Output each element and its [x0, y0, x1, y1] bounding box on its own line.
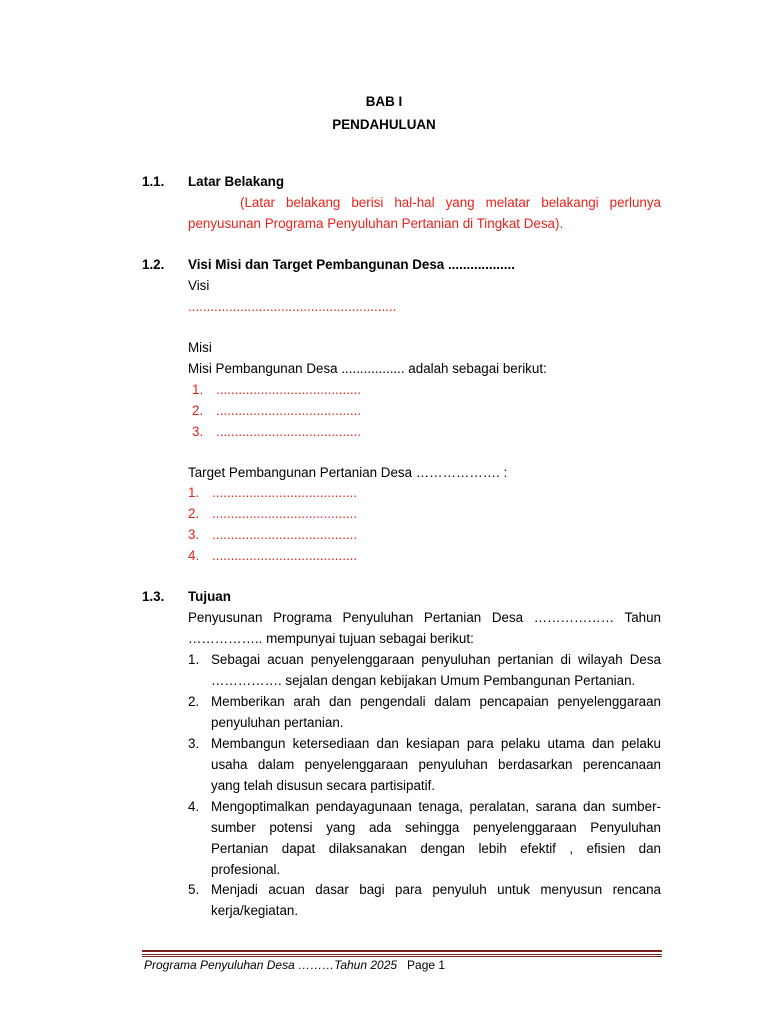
tujuan-intro-line-1: Penyusunan Programa Penyuluhan Pertanian Desa ……………… Tahun: [188, 610, 661, 625]
tujuan-item-text: kerja/kegiatan.: [211, 903, 299, 918]
section-number-1-1: 1.1.: [142, 174, 165, 189]
target-item-placeholder: .......................................: [212, 548, 358, 563]
footer-page-number: Page 1: [407, 958, 446, 972]
misi-intro: Misi Pembangunan Desa ................. adalah sebagai berikut:: [188, 361, 547, 376]
misi-item-number: 1.: [192, 382, 204, 397]
target-item-placeholder: .......................................: [212, 485, 358, 500]
latar-belakang-line-1: (Latar belakang berisi hal-hal yang melatar belakangi perlunya: [240, 195, 661, 210]
target-item-number: 2.: [188, 506, 200, 521]
tujuan-intro-line-2: …………….. mempunyai tujuan sebagai berikut:: [188, 631, 474, 646]
tujuan-item-text: Menjadi acuan dasar bagi para penyuluh untuk menyusun rencana: [211, 882, 661, 897]
misi-item-placeholder: .......................................: [216, 403, 362, 418]
misi-label: Misi: [188, 340, 212, 355]
tujuan-item-text: Membangun ketersediaan dan kesiapan para pelaku utama dan pelaku: [211, 736, 661, 751]
section-heading-visi-misi: Visi Misi dan Target Pembangunan Desa ..................: [188, 257, 515, 272]
target-item-placeholder: .......................................: [212, 527, 358, 542]
misi-item-placeholder: .......................................: [216, 382, 362, 397]
target-item-number: 4.: [188, 548, 200, 563]
tujuan-item-text: usaha dalam penyelenggaraan penyuluhan berdasarkan perencanaan: [211, 757, 661, 772]
tujuan-item-number: 3.: [188, 736, 200, 751]
tujuan-item-text: Mengoptimalkan pendayagunaan tenaga, peralatan, sarana dan sumber-: [211, 799, 661, 814]
chapter-title: PENDAHULUAN: [332, 117, 436, 132]
tujuan-item-number: 4.: [188, 799, 200, 814]
tujuan-item-text: ……………. sejalan dengan kebijakan Umum Pembangunan Pertanian.: [211, 673, 636, 688]
tujuan-item-text: Sebagai acuan penyelenggaraan penyuluhan pertanian di wilayah Desa: [211, 652, 661, 667]
tujuan-item-text: profesional.: [211, 862, 281, 877]
tujuan-item-text: yang telah disusun secara partisipatif.: [211, 778, 436, 793]
section-heading-latar-belakang: Latar Belakang: [188, 174, 285, 189]
tujuan-item-text: penyuluhan pertanian.: [211, 715, 344, 730]
tujuan-item-text: sumber potensi yang ada sehingga penyelenggaraan Penyuluhan: [211, 820, 661, 835]
section-number-1-3: 1.3.: [142, 589, 165, 604]
footer-rule: [142, 950, 662, 952]
misi-item-placeholder: .......................................: [216, 424, 362, 439]
visi-placeholder: ........................................................: [188, 299, 397, 314]
target-item-number: 3.: [188, 527, 200, 542]
visi-label: Visi: [188, 278, 210, 293]
tujuan-item-number: 2.: [188, 694, 200, 709]
tujuan-item-number: 1.: [188, 652, 200, 667]
target-item-number: 1.: [188, 485, 200, 500]
misi-item-number: 3.: [192, 424, 204, 439]
page-footer: [144, 957, 445, 973]
tujuan-item-number: 5.: [188, 882, 200, 897]
section-number-1-2: 1.2.: [142, 257, 165, 272]
target-item-placeholder: .......................................: [212, 506, 358, 521]
section-heading-tujuan: Tujuan: [188, 589, 231, 604]
latar-belakang-line-2: penyusunan Programa Penyuluhan Pertanian di Tingkat Desa).: [188, 216, 564, 231]
footer-rule: [142, 954, 662, 955]
tujuan-item-text: Memberikan arah dan pengendali dalam pencapaian penyelenggaraan: [211, 694, 661, 709]
footer-doc-title: Programa Penyuluhan Desa ………Tahun 2025: [144, 958, 398, 972]
target-intro: Target Pembangunan Pertanian Desa ………………. :: [188, 465, 508, 480]
tujuan-item-text: Pertanian dapat dilaksanakan dengan lebih efektif , efisien dan: [211, 841, 661, 856]
misi-item-number: 2.: [192, 403, 204, 418]
chapter-label: BAB I: [365, 94, 403, 109]
